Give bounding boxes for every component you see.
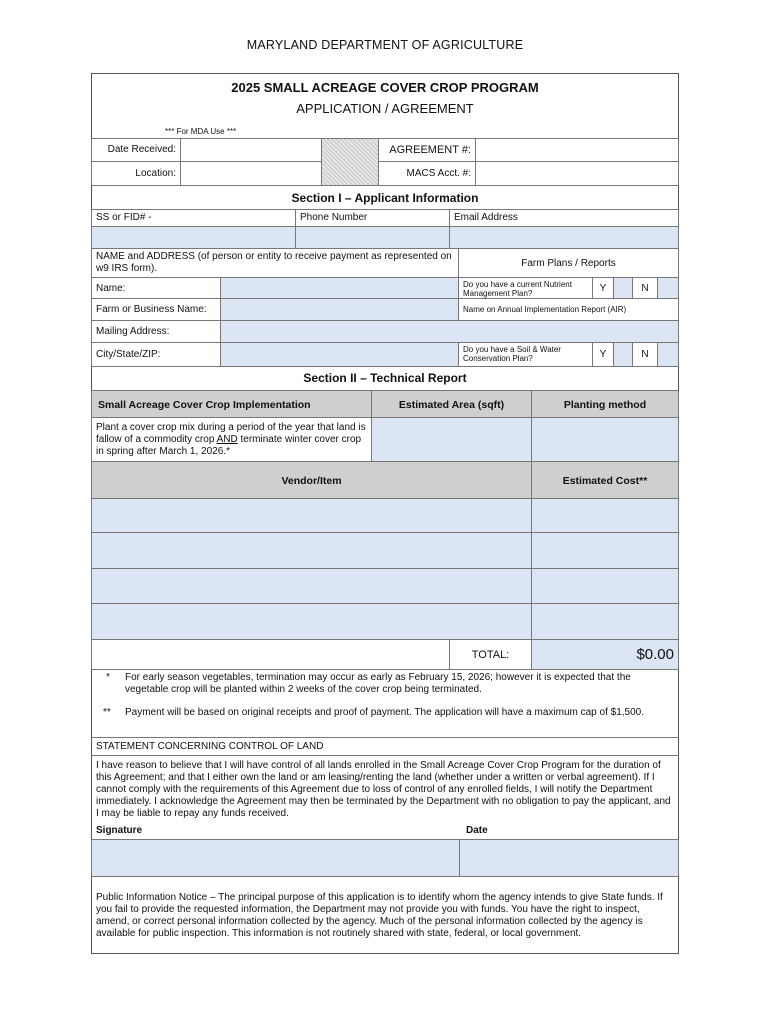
name-label: Name: (91, 277, 221, 299)
macs-label: MACS Acct. #: (378, 161, 476, 186)
location-label: Location: (91, 161, 181, 186)
vendor-row-4[interactable] (91, 603, 532, 640)
col-cost: Estimated Cost** (531, 461, 679, 499)
note2-text: Payment will be based on original receipts and proof of payment. The application will have a maximum cap of $1,500. (125, 707, 644, 718)
macs-field[interactable] (475, 161, 679, 186)
method-input[interactable] (531, 417, 679, 462)
note2-mark: ** (103, 707, 111, 718)
scp-no-box[interactable] (657, 342, 679, 367)
cost-row-2[interactable] (531, 532, 679, 569)
shaded-block (321, 138, 379, 186)
ss-input[interactable] (91, 226, 296, 249)
agreement-label: AGREEMENT #: (378, 138, 476, 162)
col-area: Estimated Area (sqft) (371, 390, 532, 418)
nmp-no-box[interactable] (657, 277, 679, 299)
mailing-label: Mailing Address: (91, 320, 221, 343)
location-field[interactable] (180, 161, 322, 186)
name-input[interactable] (220, 277, 459, 299)
statement-divider (91, 737, 679, 738)
vendor-row-3[interactable] (91, 568, 532, 604)
nmp-question: Do you have a current Nutrient Management Plan? (458, 277, 593, 299)
phone-input[interactable] (295, 226, 450, 249)
scp-no[interactable]: N (632, 342, 658, 367)
col-vendor: Vendor/Item (91, 461, 532, 499)
vendor-row-2[interactable] (91, 532, 532, 569)
note1-text: For early season vegetables, termination may occur as early as February 15, 2026; however it is expected that the vegetable crop will be planted within 2 weeks of the cover crop being terminated. (125, 672, 631, 695)
signature-field[interactable] (91, 839, 460, 877)
ss-label: SS or FID# - (91, 209, 296, 227)
nmp-yes[interactable]: Y (592, 277, 614, 299)
email-input[interactable] (449, 226, 679, 249)
email-label: Email Address (449, 209, 679, 227)
date-received-label: Date Received: (91, 138, 181, 162)
mailing-input[interactable] (220, 320, 679, 343)
statement-title: STATEMENT CONCERNING CONTROL OF LAND (96, 741, 324, 752)
name-address-note: NAME and ADDRESS (of person or entity to receive payment as represented on w9 IRS form). (91, 248, 459, 278)
city-label: City/State/ZIP: (91, 342, 221, 367)
section1-title: Section I – Applicant Information (291, 191, 479, 205)
air-label: Name on Annual Implementation Report (AIR) (458, 298, 679, 321)
vendor-row-1[interactable] (91, 498, 532, 533)
farm-name-label: Farm or Business Name: (91, 298, 221, 321)
date-field[interactable] (459, 839, 679, 877)
mda-use-label: *** For MDA Use *** (165, 127, 237, 136)
city-input[interactable] (220, 342, 459, 367)
total-label: TOTAL: (449, 639, 532, 670)
phone-label: Phone Number (295, 209, 450, 227)
public-notice: Public Information Notice – The principal purpose of this application is to identify whom the agency intends to give State funds. If you fail to provide the requested information, the Department may not provide you with funds. You have the right to inspect, amend, or correct personal information collected by the agency. Much of the personal information collected by the agency is available for public inspection. This information is not routinely shared with state, federal, or local government. (96, 892, 663, 939)
area-input[interactable] (371, 417, 532, 462)
agreement-field[interactable] (475, 138, 679, 162)
cost-row-1[interactable] (531, 498, 679, 533)
farm-plans-label: Farm Plans / Reports (458, 248, 679, 278)
farm-name-input[interactable] (220, 298, 459, 321)
nmp-yes-box[interactable] (613, 277, 633, 299)
nmp-no[interactable]: N (632, 277, 658, 299)
agency-header: MARYLAND DEPARTMENT OF AGRICULTURE (246, 38, 524, 52)
form-subtitle: APPLICATION / AGREEMENT (296, 101, 474, 116)
date-received-field[interactable] (180, 138, 322, 162)
total-blank (91, 639, 450, 670)
date-label: Date (466, 825, 488, 836)
signature-label: Signature (96, 825, 143, 836)
section2-title: Section II – Technical Report (303, 371, 467, 385)
note1-mark: * (106, 672, 110, 683)
cost-row-3[interactable] (531, 568, 679, 604)
scp-yes-box[interactable] (613, 342, 633, 367)
statement-divider-2 (91, 755, 679, 756)
col-method: Planting method (531, 390, 679, 418)
total-value: $0.00 (531, 639, 679, 670)
cost-row-4[interactable] (531, 603, 679, 640)
scp-yes[interactable]: Y (592, 342, 614, 367)
form-title: 2025 SMALL ACREAGE COVER CROP PROGRAM (231, 80, 539, 95)
statement-body: I have reason to believe that I will have control of all lands enrolled in the Small Acreage Cover Crop Program for the duration of this Agreement; and that I either own the land or am leasing/renting the land (whether under a written or verbal agreement). If I cannot comply with the requirements of this Agreement due to loss of control of any enrolled fields, I will notify the Department immediately. I acknowledge the Agreement may then be terminated by the Department with no obligation to pay the applicant, and I may be liable to repay any funds received. (96, 760, 671, 819)
implementation-text: Plant a cover crop mix during a period of the year that land is fallow of a commodity crop AND terminate winter cover crop in spring after March 1, 2026.* (91, 417, 372, 462)
col-implementation: Small Acreage Cover Crop Implementation (91, 390, 372, 418)
scp-question: Do you have a Soil & Water Conservation Plan? (458, 342, 593, 367)
